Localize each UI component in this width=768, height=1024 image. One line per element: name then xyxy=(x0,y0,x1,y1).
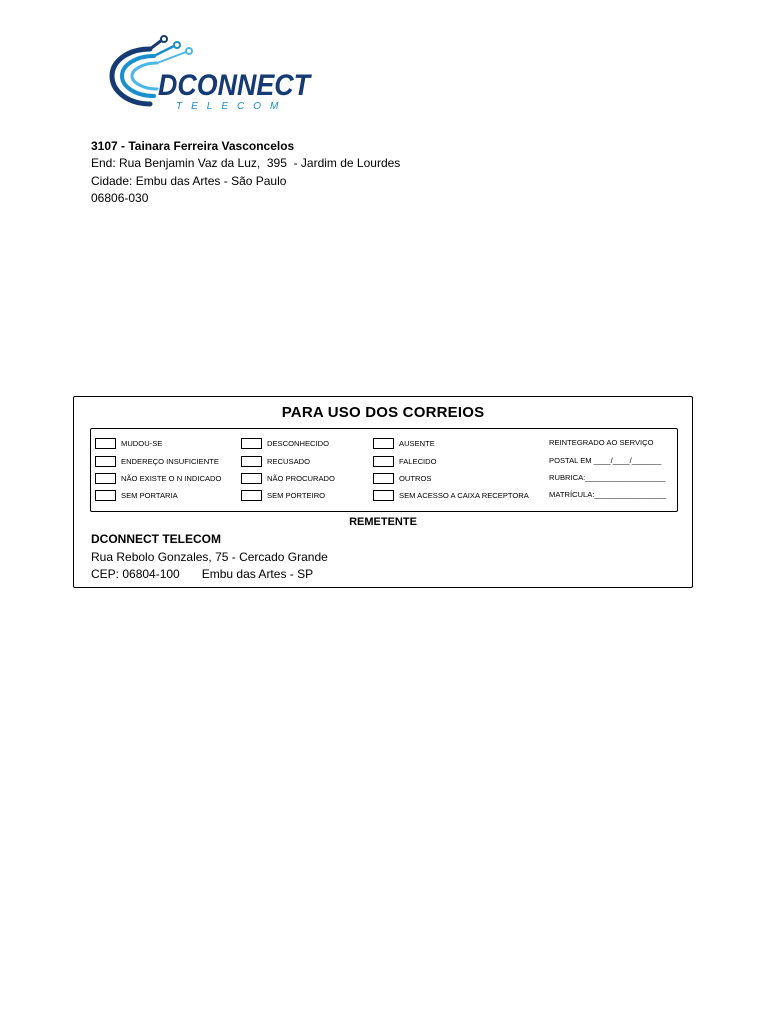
option-endereco-insuficiente xyxy=(95,455,219,467)
option-checkbox[interactable] xyxy=(241,473,262,484)
option-ausente xyxy=(373,437,435,449)
option-sem-acesso xyxy=(373,489,529,501)
option-checkbox[interactable] xyxy=(241,438,262,449)
field-reintegrado: REINTEGRADO AO SERVIÇO xyxy=(549,438,654,447)
option-checkbox[interactable] xyxy=(373,438,394,449)
option-label: FALECIDO xyxy=(399,456,437,466)
option-label: NÃO EXISTE O N INDICADO xyxy=(121,473,222,483)
option-checkbox[interactable] xyxy=(241,456,262,467)
correios-title: PARA USO DOS CORREIOS xyxy=(281,404,485,421)
option-nao-procurado xyxy=(241,472,335,484)
field-matricula[interactable]: MATRÍCULA:_________________ xyxy=(549,490,667,499)
sender-cep: CEP: 06804-100 xyxy=(91,567,180,581)
option-label: OUTROS xyxy=(399,473,432,483)
option-label: MUDOU-SE xyxy=(121,438,163,448)
option-label: SEM ACESSO A CAIXA RECEPTORA xyxy=(399,490,529,500)
field-rubrica[interactable]: RUBRICA:___________________ xyxy=(549,473,666,482)
option-label: SEM PORTEIRO xyxy=(267,490,326,500)
logo-tagline: TELECOM xyxy=(176,101,288,112)
option-checkbox[interactable] xyxy=(373,456,394,467)
option-label: DESCONHECIDO xyxy=(267,438,330,448)
remetente-title: REMETENTE xyxy=(349,516,417,528)
option-label: ENDEREÇO INSUFICIENTE xyxy=(121,456,219,466)
correios-box xyxy=(73,396,693,588)
logo-wordmark: DCONNECT xyxy=(158,69,313,102)
option-mudou-se xyxy=(95,437,162,449)
option-checkbox[interactable] xyxy=(95,473,116,484)
option-nao-existe xyxy=(95,472,221,484)
sender-block xyxy=(91,531,328,584)
option-label: RECUSADO xyxy=(267,456,311,466)
option-sem-portaria xyxy=(95,489,178,501)
option-label: NÃO PROCURADO xyxy=(267,473,335,483)
option-sem-porteiro xyxy=(241,489,325,501)
option-falecido xyxy=(373,455,437,467)
sender-address: Rua Rebolo Gonzales, 75 - Cercado Grande xyxy=(91,549,328,564)
option-recusado xyxy=(241,455,310,467)
option-label: SEM PORTARIA xyxy=(121,490,178,500)
option-checkbox[interactable] xyxy=(373,490,394,501)
correios-options xyxy=(90,428,678,512)
sender-city: Embu das Artes - SP xyxy=(201,567,314,581)
option-checkbox[interactable] xyxy=(95,490,116,501)
option-checkbox[interactable] xyxy=(373,473,394,484)
option-checkbox[interactable] xyxy=(95,438,116,449)
sender-cep-city xyxy=(91,566,328,584)
option-outros xyxy=(373,472,432,484)
field-postal-em[interactable]: POSTAL EM ____/____/_______ xyxy=(549,456,662,465)
option-checkbox[interactable] xyxy=(241,490,262,501)
recipient-name: 3107 - Tainara Ferreira Vasconcelos xyxy=(91,139,295,153)
recipient-cep: 06806-030 xyxy=(91,191,149,206)
sender-company: DCONNECT TELECOM xyxy=(91,532,221,546)
recipient-block xyxy=(91,138,400,208)
dconnect-logo xyxy=(104,34,316,114)
option-label: AUSENTE xyxy=(399,438,435,448)
option-checkbox[interactable] xyxy=(95,456,116,467)
recipient-city: Cidade: Embu das Artes - São Paulo xyxy=(91,173,287,188)
recipient-address: End: Rua Benjamin Vaz da Luz, 395 - Jardim de Lourdes xyxy=(91,156,401,171)
option-desconhecido xyxy=(241,437,329,449)
